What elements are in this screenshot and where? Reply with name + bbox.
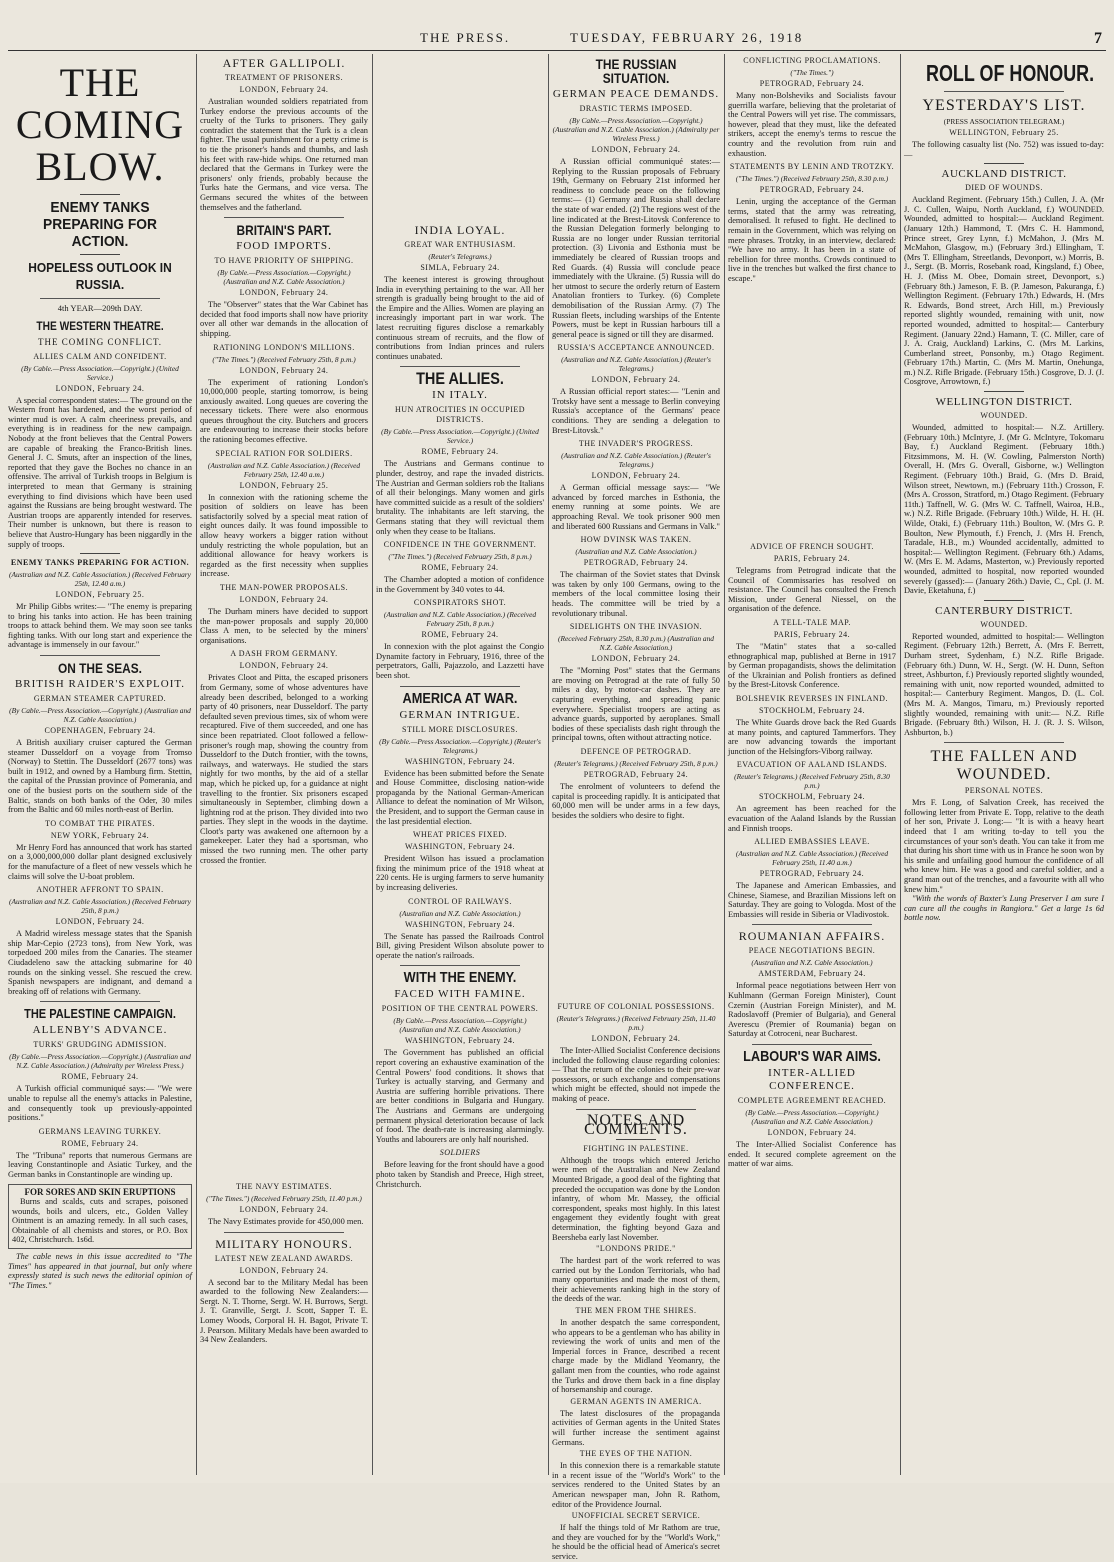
article-headline: CONFLICTING PROCLAMATIONS.	[743, 56, 881, 65]
article-headline: THE MAN-POWER PROPOSALS.	[219, 583, 349, 592]
casualty-category: WOUNDED.	[980, 411, 1028, 421]
column-rule	[900, 54, 901, 1475]
divider	[400, 686, 520, 687]
cable-credit: (Australian and N.Z. Cable Association.)	[751, 958, 873, 968]
footnote: The cable news in this issue accredited to "The Times" has appeared in that journal, but only where expressly stated is such news the editorial opinion of "The Times."	[8, 1252, 192, 1290]
dateline: LONDON, February 24.	[239, 1205, 329, 1214]
article-headline: ENEMY TANKS PREPARING FOR ACTION.	[10, 558, 190, 568]
article-russia-acceptance	[552, 343, 720, 435]
article-subhead: IN ITALY.	[432, 389, 488, 402]
article-subhead: GERMAN INTRIGUE.	[399, 708, 521, 721]
column-rule	[372, 54, 373, 1475]
article-body: A second bar to the Military Medal has been awarded to the following New Zealanders:— Sergt. N. T. Thorne, Sergt. W. H. Burrows, Sergt. J. T. Granville, Sergt. J. Scott, Sapper T. E. Lomey Woods, Corporal H. H. Bagot, Private T. J. Pearson. Military Medals have been awarded to 34 New Zealanders.	[200, 1277, 368, 1345]
article-headline: SIDELIGHTS ON THE INVASION.	[569, 622, 703, 632]
newspaper-title: THE PRESS.	[420, 30, 511, 45]
article-headline: THE PALESTINE CAMPAIGN.	[24, 1006, 176, 1022]
article-wheat-prices	[376, 830, 544, 892]
dateline: PARIS, February 24.	[773, 554, 851, 563]
article-subhead: INTER-ALLIED CONFERENCE.	[768, 1067, 856, 1093]
advertisement	[8, 1184, 192, 1250]
article-spain	[8, 885, 192, 996]
article-body: An agreement has been reached for the evacuation of the Aaland Islands by the Russian and Finnish troops.	[728, 804, 896, 833]
article-headline: TO COMBAT THE PIRATES.	[45, 818, 155, 828]
article-the-allies	[376, 369, 544, 536]
divider	[224, 1232, 344, 1233]
article-palestine	[8, 1007, 192, 1122]
article-headline: GERMANS LEAVING TURKEY.	[38, 1126, 162, 1136]
cable-credit: (Reuter's Telegrams.) (Received February 25th, 8 p.m.)	[554, 758, 718, 768]
advertisement-soldiers	[376, 1148, 544, 1189]
column-rule	[724, 54, 725, 1475]
cable-credit: (Australian and N.Z. Cable Association.) (Reuter's Telegrams.)	[561, 355, 711, 374]
war-year-line: 4th YEAR—209th DAY.	[57, 303, 143, 313]
article-body: The Chamber adopted a motion of confidence in the Government by 340 votes to 44.	[376, 575, 544, 594]
dateline: PETROGRAD, February 24.	[759, 185, 865, 195]
article-headline: SPECIAL RATION FOR SOLDIERS.	[215, 448, 353, 458]
page-number: 7	[1094, 30, 1102, 47]
article-headline: A TELL-TALE MAP.	[773, 617, 851, 627]
article-subhead: THE COMING CONFLICT.	[37, 336, 163, 347]
divider	[80, 553, 120, 554]
dateline: STOCKHOLM, February 24.	[758, 705, 865, 715]
article-body: A German official message says:— "We advanced by forced marches in Esthonia, the enemy running at some points. We are approaching Reval. We took prisoner 900 men and liberated 600 Russians and Germans in Valk."	[552, 483, 720, 531]
article-subhead: PERSONAL NOTES.	[964, 786, 1044, 796]
dateline: WELLINGTON, February 25.	[949, 128, 1059, 137]
dateline: WASHINGTON, February 24.	[404, 1036, 516, 1046]
article-body: The Inter-Allied Socialist Conference decisions included the following clause regarding colonies:— That the return of the colonies to their pre-war possessors, or such exchange and compensations which might be effected, should not impede the making of peace.	[552, 1046, 720, 1103]
article-man-power	[200, 583, 368, 645]
article-body: Although the troops which entered Jericho were men of the Australian and New Zealand Mounted Brigade, a good deal of the fighting that preceded the occupation was done by the London infantry, of whom Mr. Massey, the official correspondent, speaks most highly. In this latest engagement they evidently fought with great determination, the fighting beyond Gaza and Beersheba early last November.	[552, 1155, 720, 1242]
headline-russia: HOPELESS OUTLOOK IN RUSSIA.	[28, 260, 172, 292]
article-headline: INDIA LOYAL.	[414, 223, 506, 237]
article-subhead: GERMAN PEACE DEMANDS.	[552, 88, 720, 100]
article-body: The latest disclosures of the propaganda activities of German agents in the United States will further increase the sentiment against Germans.	[552, 1408, 720, 1447]
article-subhead: GERMAN AGENTS IN AMERICA.	[570, 1396, 702, 1406]
article-body: The Navy Estimates provide for 450,000 men.	[208, 1217, 364, 1226]
divider	[400, 366, 520, 367]
column-3	[376, 54, 544, 1475]
cable-credit: (Australian and N.Z. Cable Association.) (Received February 25th, 12.40 a.m.)	[207, 460, 361, 479]
article-subhead: GREAT WAR ENTHUSIASM.	[404, 240, 516, 249]
casualty-category: WOUNDED.	[980, 619, 1028, 629]
casualty-list: Auckland Regiment. (February 15th.) Cullen, J. A. (Mr J. C. Cullen, Waipu, North Auckland, f.) WOUNDED. Wounded, admitted to hospital:— Auckland Regiment. (January 12th.) Hammond, T. (Mrs C. H. Hammond, Prince street, Grey Lynn, f.) McMahon, J. (Mrs M. McMahon, Glasgow, m.) (February 3rd.) Ellingham, T. (Mrs T. Ellingham, Streetlands, Devonport, w.) Morris, B. J., Sergt. (B. Morris, Rosebank road, Kingsland, f.) Obee, H. J. (Miss M. Obee, Domain street, Devonport, s.) (February 8th.) Jameson, F. B. (P. Jameson, Pakuranga, f.) Wellington Regiment. (February 17th.) Edwards, H. (Mrs R. Edwards, Bond street, Arch Hill, m.) Previously reported slightly wounded, remaining with unit, now reported wounded, admitted to hospital:— Canterbury Regiment. (January 22nd.) Hamann, T. (C. Miller, care of J. A. Craig, Auckland) Larkins, C. (Mrs M. Larkins, Cumberland street, Ponsonby, m.) Otago Regiment. (February 17th.) Martin, C. (Mrs M. Martin, Onehunga, m.) N.Z. Rifle Brigade. (February 15th.) Cosgrove, D. J. (J. Cosgrove, Arrowtown, f.)	[904, 195, 1104, 387]
dateline: LONDON, February 24.	[591, 1034, 681, 1043]
cable-credit: (Australian and N.Z. Cable Association.) (Received February 25th, 8 p.m.)	[383, 610, 537, 629]
article-britain-part	[200, 223, 368, 338]
article-body: A Madrid wireless message states that the Spanish ship Mar-Cepio (2723 tons), from New York, was torpedoed 200 miles from the Canaries. The steamer Ciudadeleno saw the attacking submarine for 40 rounds on the sinking vessel. She rescued the crew. Spanish newspapers are indignant, and demand a breaking off of relations with Germany.	[8, 929, 192, 996]
article-headline: CONSPIRATORS SHOT.	[413, 598, 507, 608]
article-control-railways	[376, 897, 544, 961]
article-headline: ADVICE OF FRENCH SOUGHT.	[750, 542, 874, 551]
article-body: Telegrams from Petrograd indicate that the Council of Commissaries has resolved on resistance. The Council has consulted the French Mission, under General Niessel, on the organisation of the defence.	[728, 566, 896, 614]
column-2-lower	[200, 1180, 368, 1475]
divider	[576, 1109, 696, 1110]
article-headline: A DASH FROM GERMANY.	[230, 649, 338, 659]
cable-credit: (By Cable.—Press Association.—Copyright.) (United Service.)	[21, 363, 179, 382]
roll-of-honour-headline: ROLL OF HONOUR.	[926, 60, 1095, 86]
dateline: LONDON, February 24.	[239, 661, 329, 671]
article-body: The "Observer" states that the War Cabinet has decided that food imports shall now have priority over all other war demands in the allocation of shipping.	[200, 300, 368, 338]
casualty-category: DIED OF WOUNDS.	[965, 183, 1043, 193]
article-body: In another despatch the same correspondent, who appears to be a gentleman who has ability in reviewing the work of units and men of the Imperial forces in France, described a recent charge made by the Midland Yeomanry, the gallant men from the counties, who rode against the Turks and drove them back in a fine display of horsemanship and courage.	[552, 1318, 720, 1395]
article-confidence	[376, 540, 544, 594]
article-subhead: HUN ATROCITIES IN OCCUPIED DISTRICTS.	[394, 405, 526, 425]
cable-credit: (By Cable.—Press Association.—Copyright.) (Australian and N.Z. Cable Association.) (Admiralty per Wireless Press.)	[552, 116, 720, 143]
cable-credit: (By Cable.—Press Association.—Copyright.) (Reuter's Telegrams.)	[379, 736, 541, 755]
article-headline: DEFENCE OF PETROGRAD.	[580, 746, 692, 756]
article-headline: WITH THE ENEMY.	[403, 969, 517, 987]
cable-credit: (Australian and N.Z. Cable Association.) (Reuter's Telegrams.)	[561, 451, 711, 470]
article-navy-estimates	[200, 1182, 368, 1227]
cable-credit: (Australian and N.Z. Cable Association.)	[399, 908, 521, 918]
column-notes-region	[552, 1000, 720, 1561]
article-on-the-seas	[8, 661, 192, 815]
article-headline: AMERICA AT WAR.	[402, 689, 518, 707]
dateline: AMSTERDAM, February 24.	[758, 969, 866, 979]
article-body: In this connexion there is a remarkable statute in a recent issue of the "World's Work" to the services rendered to the United States by an American newspaper man, John R. Rathom, editor of the Providence Journal.	[552, 1461, 720, 1509]
ad-title: FOR SORES AND SKIN ERUPTIONS	[24, 1186, 176, 1197]
article-headline: AFTER GALLIPOLI.	[222, 56, 346, 70]
article-rationing	[200, 343, 368, 445]
dateline: LONDON, February 24.	[591, 375, 681, 385]
dateline: COPENHAGEN, February 24.	[44, 726, 156, 736]
district-heading: AUCKLAND DISTRICT.	[941, 168, 1067, 181]
cable-credit: (By Cable.—Press Association.—Copyright.) (Australian and N.Z. Cable Association.) (Admiralty per Wireless Press.)	[9, 1052, 191, 1071]
article-subhead: FOOD IMPORTS.	[236, 240, 332, 253]
column-roll-of-honour	[904, 54, 1104, 1475]
article-body: Many non-Bolsheviks and Socialists favour guerrilla warfare, believing that the proletariat of the Central Powers will yet rise. The commissars, however, plead that they must, like the defeated strikers, accept the enemy's terms to rescue the country and the revolution from ruin and exhaustion.	[728, 91, 896, 158]
article-subhead: UNOFFICIAL SECRET SERVICE.	[571, 1511, 701, 1521]
article-headline: THE ALLIES.	[416, 369, 504, 389]
article-body: Privates Cloot and Pitta, the escaped prisoners from Germany, some of whose adventures have already been described, belonged to a working party of 40 prisoners, near Dusseldorf. The party defaulted seven previous times, six of whom were recaptured. Five of them succeeded, and one has since been repatriated. Cloot followed a fellow-prisoner's rough map, showing the country from Dusseldorf to the Dutch frontier, with the towns, railways, and waterways. He studied the stars nightly for two months, by the aid of a stellar map, which he picked up, for a guidance at night travelling to the frontier. Six prisoners escaped simultaneously in September, climbing down a lightning rod at the prison. They divided into two parties. They slept in the woods in the daytime. Cloot's party was awakened one afternoon by a gamekeeper. Later they had a sportsman, who missed the two running men. The other party crossed the frontier.	[200, 673, 368, 865]
article-body: Lenin, urging the acceptance of the German terms, stated that the army was retreating, demoralised. It refused to fight. He declined to remain in the Government, which was relying on mere phrases. Trotzky, in an interview, declared: "We have no army. It has been in a state of rebellion for three months. Crowds continued to live in the trenches but walked the first chance to escape."	[728, 197, 896, 283]
yesterdays-list-headline: YESTERDAY'S LIST.	[922, 97, 1086, 114]
article-body: The "Matin" states that a so-called ethnographical map, published at Berne in 1917 by German propagandists, shows the delimitation of the Ukrainian and Polish frontiers as defined by the Brest-Litovsk Conference.	[728, 641, 896, 690]
dateline: SIMLA, February 24.	[420, 263, 500, 272]
article-headline: ANOTHER AFFRONT TO SPAIN.	[36, 885, 164, 895]
article-body: The Government has published an official report covering an exhaustive examination of the Central Powers' food conditions. It shows that Turkey is actually starving, and Germany and Austria are suffering horrible privations. There are better conditions in Bulgaria and Hungary. The Austrians and Germans are undergoing permanent physical deterioration because of lack of food. The death-rate is increasing alarmingly. Youths and labourers are only half nourished.	[376, 1048, 544, 1144]
article-subhead: COMPLETE AGREEMENT REACHED.	[737, 1096, 887, 1106]
dateline: PARIS, February 24.	[773, 629, 851, 639]
article-subhead: FIGHTING IN PALESTINE.	[583, 1143, 689, 1153]
article-subhead: POSITION OF THE CENTRAL POWERS.	[381, 1004, 539, 1014]
dateline: LONDON, February 25.	[55, 590, 145, 600]
dateline: LONDON, February 24.	[591, 145, 681, 154]
divider	[40, 298, 160, 299]
cable-credit: (Australian and N.Z. Cable Association.) (Received February 25th, 11.40 a.m.)	[735, 849, 889, 868]
article-body: The White Guards drove back the Red Guards at many points, and captured Tammerfors. They are now advancing towards the important junction of the Helsingfors-Viborg railway.	[728, 717, 896, 756]
article-colonial-possessions	[552, 1002, 720, 1104]
dateline: WASHINGTON, February 24.	[404, 919, 516, 929]
article-body: The Japanese and American Embassies, and Chinese, Siamese, and Brazilian Missions left on Saturday. They are going to Vologda. Most of the Embassies will reside in Siberia or Vladivostok.	[728, 881, 896, 919]
article-headline: ON THE SEAS.	[58, 660, 142, 677]
article-special-ration	[200, 449, 368, 579]
article-body: The following casualty list (No. 752) was issued to-day:—	[904, 140, 1104, 159]
dateline: LONDON, February 24.	[239, 365, 329, 375]
article-subhead: THE EYES OF THE NATION.	[579, 1449, 693, 1459]
article-subhead: STILL MORE DISCLOSURES.	[402, 724, 518, 734]
article-body: In connexion with the plot against the Congio Dynamite factory in February, 1916, three of the perpetrators, Galli, Pajazzolo, and Lazzetti have been shot.	[376, 642, 544, 681]
article-body: The hardest part of the work referred to was carried out by the London Territorials, who had many opportunities and made the most of them, their achievements ranking high in the story of the deeds of the war.	[552, 1256, 720, 1304]
main-headline: THE COMING BLOW.	[15, 60, 185, 189]
dateline: PETROGRAD, February 24.	[759, 869, 865, 879]
article-headline: HOW DVINSK WAS TAKEN.	[580, 535, 692, 545]
cable-credit: ("The Times.") (Received February 25th, 8 p.m.)	[388, 552, 532, 562]
cable-credit: (Reuter's Telegrams.)	[428, 252, 492, 261]
divider	[80, 254, 120, 255]
cable-credit: (By Cable.—Press Association.—Copyright.) (Australian and N.Z. Cable Association.)	[745, 1108, 879, 1127]
article-body: If half the things told of Mr Rathom are true, and they are vouched for by the "World's Work," he should be the official head of America's secret service.	[552, 1523, 720, 1561]
article-body: The Senate has passed the Railroads Control Bill, giving President Wilson absolute power to operate the nation's railroads.	[376, 931, 544, 960]
dateline: LONDON, February 24.	[767, 1128, 857, 1138]
article-subhead: TO HAVE PRIORITY OF SHIPPING.	[214, 256, 354, 266]
article-body: President Wilson has issued a proclamation fixing the minimum price of the 1918 wheat at 220 cents. He is urging farmers to serve humanity by increasing deliveries.	[376, 854, 544, 892]
ad-body: Burns and scalds, cuts and scrapes, poisoned wounds, boils and ulcers, etc., Golden Valley Ointment is an amazing remedy. In all such cases, Obtainable of all chemists and stores, or P.O. Box 402, Christchurch. 1s6d.	[12, 1197, 188, 1245]
divider	[984, 600, 1024, 601]
article-subhead: PEACE NEGOTIATIONS BEGIN.	[748, 946, 876, 956]
article-india-loyal	[376, 224, 544, 361]
cable-credit: (Received February 25th, 8.30 p.m.) (Australian and N.Z. Cable Association.)	[558, 634, 714, 653]
article-enemy-tanks	[8, 558, 192, 650]
article-body: Mr Henry Ford has announced that work has started on a 3,000,000,000 dollar plant designed exclusively for the manufacture of a fleet of new vessels which he claims will solve the U-boat problem.	[8, 842, 192, 881]
dateline: LONDON, February 25.	[239, 480, 329, 490]
article-headline: THE NAVY ESTIMATES.	[236, 1182, 332, 1191]
article-headline: MILITARY HONOURS.	[215, 1236, 353, 1251]
article-subhead: THE MEN FROM THE SHIRES.	[575, 1306, 697, 1316]
divider	[224, 217, 344, 218]
article-subhead: FACED WITH FAMINE.	[394, 988, 526, 1001]
cable-credit: (PRESS ASSOCIATION TELEGRAM.)	[943, 117, 1065, 126]
article-headline: THE RUSSIAN SITUATION.	[595, 56, 677, 86]
dateline: ROME, February 24.	[421, 630, 499, 640]
article-russian-situation	[552, 57, 720, 339]
article-america-at-war	[376, 689, 544, 827]
dateline: PETROGRAD, February 24.	[583, 558, 689, 568]
article-body: Australian wounded soldiers repatriated from Turkey endorse the previous accounts of the cruelty of the Turks to prisoners. They gaily contradict the statement that the Turk is a clean fighter. The usual punishment for a petty crime is to tie the prisoner's hands and thumbs, and lash his feet with raw-hide whips. One returned man declared that the Germans in Turkey were the prisoners' only friends, probably because the Turks hate the Germans, and vice versa. The Germans secured the whites of the between themselves and the fatherland.	[200, 97, 368, 212]
article-headline: FUTURE OF COLONIAL POSSESSIONS.	[557, 1002, 715, 1011]
article-military-honours	[200, 1238, 368, 1345]
article-body: A Russian official communiqué states:— Replying to the Russian proposals of February 19th, Germany on February 21st informed her readiness to conclude peace on the following terms:— (1) Germany and Russia shall declare the state of war ended. (2) The regions west of the line indicated at the Brest-Litovsk Conference to the Russian Delegation formerly belonging to Russia are no longer under Russian territorial protection. (3) Livonia and Esthonia must be immediately be cleared of Russian troops and Red Guards. (4) Russia will conclude peace immediately with the Ukraine. (5) Russia will do her utmost to secure the orderly return of Eastern Anatolian frontiers to Turkey. (6) Complete demobilisation of the Russian Army. (7) The Russian fleets, including warships of the Entente Powers, must be kept in Russian harbours till a general peace is signed or till they are disarmed.	[552, 157, 720, 339]
article-body: The chairman of the Soviet states that Dvinsk was taken by only 100 Germans, owing to the members of the local committee losing their heads. The committee will be tried by a revolutionary tribunal.	[552, 570, 720, 618]
article-conspirators-shot	[376, 598, 544, 680]
article-headline: WHEAT PRICES FIXED.	[412, 830, 508, 840]
article-pirates	[8, 819, 192, 881]
issue-date: TUESDAY, FEBRUARY 26, 1918	[570, 30, 804, 45]
article-headline: RUSSIA'S ACCEPTANCE ANNOUNCED.	[557, 343, 715, 353]
article-headline: BRITAIN'S PART.	[236, 222, 332, 239]
article-subhead: "LONDONS PRIDE."	[596, 1244, 676, 1254]
column-6-hidden	[728, 54, 896, 1475]
article-body: The "Tribuna" reports that numerous Germans are leaving Constantinople and Asiatic Turkey, and the German banks in Constantinople are winding up.	[8, 1150, 192, 1179]
cable-credit: ("The Times.") (Received February 25th, 11.40 p.m.)	[206, 1194, 362, 1203]
dateline: LONDON, February 24.	[239, 595, 329, 604]
article-with-the-enemy	[376, 971, 544, 1144]
article-invaders-progress	[552, 439, 720, 531]
article-body: The keenest interest is growing throughout India in everything pertaining to the war. All her strength is gradually being brought to the aid of the Empire and the Allies. Women are playing an increasingly important part in war work. The latest recruiting figures disclose a remarkably continuous stream of recruits, and the flow of contributions from Indian princes and rulers continues unabated.	[376, 275, 544, 361]
headline-tanks: ENEMY TANKS PREPARING FOR ACTION.	[43, 199, 157, 250]
article-headline: ALLIED EMBASSIES LEAVE.	[754, 837, 870, 847]
advertisement: "With the words of Baxter's Lung Preserver I am sure I can cure all the coughs in Rangiora." Get a large 1s 6d bottle now.	[904, 894, 1104, 923]
article-gallipoli	[200, 57, 368, 212]
dateline: PETROGRAD, February 24.	[759, 79, 865, 88]
article-headline: LABOUR'S WAR AIMS.	[743, 1048, 881, 1066]
article-body: Evidence has been submitted before the Senate and House Committee, disclosing nation-wide propaganda by the National German-American Alliance to defeat the nomination of Mr Wilson, the President, and to support the German cause in the last presidential election.	[376, 768, 544, 826]
column-rule	[196, 54, 197, 1475]
article-subhead: ALLENBY'S ADVANCE.	[32, 1024, 168, 1037]
cable-credit: (Reuter's Telegrams.) (Received February 25th, 8.30 p.m.)	[734, 772, 890, 791]
cable-credit: (Australian and N.Z. Cable Association.) (Received February 25th, 8 p.m.)	[9, 897, 191, 916]
article-body: Mr Philip Gibbs writes:— "The enemy is preparing to bring his tanks into action. He has been training troops to attack behind them. We may soon see tanks fighting tanks. With our long start and experience the advantage is immensely in our favour."	[8, 602, 192, 650]
article-headline: THE INVADER'S PROGRESS.	[578, 439, 694, 449]
article-body: A British auxiliary cruiser captured the German steamer Dusseldorf on a voyage from Tromso (Norway) to Stettin. The Dusseldorf (2677 tons) was built in 1912, and owned by a Hamburg firm. Stettin, the capital of the Prussian province of Pomerania, and one of the busiest ports on the southern side of the Baltic, stands on both banks of the Oder, 30 miles from the Baltic and 60 miles north-east of Berlin.	[8, 738, 192, 815]
masthead	[420, 30, 1020, 48]
dateline: LONDON, February 24.	[55, 383, 145, 393]
dateline: ROME, February 24.	[61, 1138, 139, 1148]
casualty-list: Wounded, admitted to hospital:— N.Z. Artillery. (February 10th.) McIntyre, J. (Mr G. McIntyre, Tokomaru Bay, f.) Auckland Regiment. (February 18th.) Fitzsimmons, M. H. (W. Cowling, Palmerston North) Overall, H. (Mrs G. Overall, Gisborne, w.) Wellington Regiment. (February 10th.) Braid, G. (Mrs D. Braid, Wilson street, Newtown, m.) (February 11th.) Crosson, F. (Mrs A. Crosson, Stratford, m.) Otago Regiment. (February 11th.) Taffnell, W. G. (Mrs W. C. Taffnell, Wairoa, H.B., w.) N.Z. Rifle Brigade. (February 10th.) Wilde, H. H. (H. Wilde, Otaki, f.) (February 11th.) Boulton, W. (Mrs G. P. Boulton, New Plymouth, f.) French, J. (Mrs H. French, Taradale, H.B., m.) Wounded accidentally, admitted to hospital:— Wellington Regiment. (February 6th.) Adams, W. (Mrs E. M. Adams, Masterton, w.) Previously reported wounded, admitted to hospital, now reported wounded severely (gassed):— (January 26th.) Davie, C., Cpl. (J. M. Davie, Eketahuna, f.)	[904, 423, 1104, 596]
cable-credit: ("The Times.") (Received February 25th, 8 p.m.)	[212, 354, 356, 364]
masthead-rule	[8, 50, 1106, 51]
article-body: The experiment of rationing London's 10,000,000 people, starting tomorrow, is being anxiously awaited. Long queues are covering the necessary tickets. There were also enormous queues throughout the city. Butchers and grocers are endeavouring to increase their stocks before the rationing becomes effective.	[200, 377, 368, 445]
dateline: STOCKHOLM, February 24.	[758, 792, 865, 802]
divider	[944, 742, 1064, 743]
cable-credit: (Australian and N.Z. Cable Association.) (Received February 25th, 12.40 a.m.)	[9, 570, 191, 589]
divider	[616, 1139, 656, 1140]
article-body: A special correspondent states:— The ground on the Western front has hardened, and the worst period of winter mud is over. A calm cheeriness prevails, and everything is in readiness for the new campaign. Nobody at the front believes that the Central Powers are capable of breaking the Franco-British lines. General J. C. Smuts, after an inspection of the lines, reported that they gave the Boches no chance in an offensive. The arrival of Turkish troops in Belgium is interpreted to mean that Germany is straining everything to find divisions which have been used against the Russians are being brought westward. The Austrian troops are apparently intended for reserves. Their number is unknown, but there is reason to believe that Austro-Hungary has been niggardly in the supply of troops.	[8, 395, 192, 549]
ad-title: SOLDIERS	[439, 1148, 481, 1158]
article-headline: EVACUATION OF AALAND ISLANDS.	[736, 760, 888, 770]
cable-credit: (By Cable.—Press Association.—Copyright.) (Australian and N.Z. Cable Association.)	[393, 1016, 527, 1035]
cable-credit: ("The Times.") (Received February 25th, 8.30 p.m.)	[735, 174, 889, 184]
article-dvinsk	[552, 535, 720, 618]
cable-credit: ("The Times.")	[790, 68, 834, 77]
district-heading: CANTERBURY DISTRICT.	[935, 604, 1073, 617]
divider	[40, 1001, 160, 1002]
article-body: Informal peace negotiations between Herr von Kuhlmann (German Foreign Minister), Count Czernin (Austrian Foreign Minister), and M. Radoslavoff (Premier of Bulgaria), and General Averescu (Premier of Roumania) began on Saturday at Cotroceni, near Bucharest.	[728, 981, 896, 1039]
divider	[400, 965, 520, 966]
article-subhead: BRITISH RAIDER'S EXPLOIT.	[14, 678, 186, 691]
article-headline: STATEMENTS BY LENIN AND TROTZKY.	[729, 162, 895, 172]
article-defence-petrograd	[552, 747, 720, 820]
dateline: PETROGRAD, February 24.	[583, 769, 689, 779]
divider	[944, 91, 1064, 92]
article-headline: ROUMANIAN AFFAIRS.	[738, 929, 886, 944]
article-subhead: GERMAN STEAMER CAPTURED.	[33, 694, 167, 704]
article-headline: BOLSHEVIK REVERSES IN FINLAND.	[736, 693, 888, 703]
article-germans-leaving	[8, 1127, 192, 1180]
article-subhead: ALLIES CALM AND CONFIDENT.	[33, 351, 167, 361]
ad-body: Before leaving for the front should have a good photo taken by Standish and Preece, High street, Christchurch.	[376, 1160, 544, 1189]
article-body: In connexion with the rationing scheme the position of soldiers on leave has been satisfactorily solved by a special meat ration of eight ounces daily. It was found impossible to allow heavy workers a bigger ration without unduly restricting the whole population, but an additional allowance for heavy workers is regarded as the first necessity when supplies increase.	[200, 492, 368, 579]
divider	[80, 194, 120, 195]
dateline: LONDON, February 24.	[591, 654, 681, 664]
district-heading: WELLINGTON DISTRICT.	[935, 396, 1073, 409]
article-body: The "Morning Post" states that the Germans are moving on Petrograd at the rate of fully 50 miles a day, by motor-car dashes. They are capturing everything, and spreading panic everywhere. Specialist troopers are acting as advance guards, supported by aeroplanes. Small bodies of these specialists dash right through the principal towns, often without attracting notice.	[552, 666, 720, 743]
article-subhead: DRASTIC TERMS IMPOSED.	[579, 104, 693, 113]
article-subhead: LATEST NEW ZEALAND AWARDS.	[214, 1253, 354, 1263]
notes-comments-headline: NOTES AND COMMENTS.	[584, 1111, 688, 1139]
dateline: NEW YORK, February 24.	[50, 830, 150, 840]
dateline: WASHINGTON, February 24.	[404, 756, 516, 766]
article-dash-from-germany	[200, 649, 368, 865]
article-body: The Durham miners have decided to support the man-power proposals and supply 20,000 Class A men, to be selected by the miners' organisations.	[200, 607, 368, 645]
divider	[984, 163, 1024, 164]
cable-credit: (By Cable.—Press Association.—Copyright.) (United Service.)	[381, 427, 539, 446]
fallen-wounded-headline: THE FALLEN AND WOUNDED.	[930, 748, 1078, 784]
article-body: A Russian official report states:— "Lenin and Trotsky have sent a message to Berlin conveying Russia's acceptance of the Germans' peace conditions. They are sending a delegation to Brest-Litovsk."	[552, 387, 720, 435]
dateline: LONDON, February 24.	[55, 917, 145, 927]
article-body: The Austrians and Germans continue to plunder, destroy, and rape the invaded districts. The Austrian and German soldiers rob the Italians of all their belongings. Many women and girls have committed suicide as a result of the soldiers' brutality. The inhabitants are left starving, the Germans stating that they will revictual them only when they cease to be Italians.	[376, 459, 544, 536]
cable-credit: (By Cable.—Press Association.—Copyright.) (Australian and N.Z. Cable Association.)	[9, 706, 191, 725]
article-western-theatre	[8, 316, 192, 550]
dateline: ROME, February 24.	[421, 563, 499, 573]
dateline: LONDON, February 24.	[591, 471, 681, 481]
column-rule	[548, 54, 549, 1475]
article-sidelights	[552, 622, 720, 743]
article-headline: RATIONING LONDON'S MILLIONS.	[213, 342, 355, 352]
article-subhead: TREATMENT OF PRISONERS.	[224, 73, 344, 82]
dateline: ROME, February 24.	[421, 447, 499, 457]
divider	[40, 655, 160, 656]
article-subhead: TURKS' GRUDGING ADMISSION.	[33, 1040, 167, 1050]
article-headline: CONTROL OF RAILWAYS.	[408, 896, 512, 906]
article-body: The Inter-Allied Socialist Conference has ended. It secured complete agreement on the matter of war aims.	[728, 1140, 896, 1169]
article-headline: CONFIDENCE IN THE GOVERNMENT.	[383, 540, 537, 550]
cable-credit: (By Cable.—Press Association.—Copyright.) (Australian and N.Z. Cable Association.)	[217, 268, 351, 287]
dateline: LONDON, February 24.	[239, 288, 329, 298]
article-headline: THE WESTERN THEATRE.	[36, 318, 164, 333]
article-body: Mrs F. Long, of Salvation Creek, has received the following letter from Private E. Topp, relative to the death of her son, Private J. Long:— "It is with a heavy heart indeed that I am writing to-day to tell you the circumstances of your son's death. You can take it from me that during his short time with us in France he soon won by his smile and unfailing good humour the confidence of all who knew him. He was a good and careful soldier, and a grand man out of the trenches, and a favourite with all who knew him."	[904, 798, 1104, 894]
column-1	[8, 54, 192, 1475]
casualty-list: Reported wounded, admitted to hospital:— Wellington Regiment. (February 12th.) Berrett, A. (Mrs F. Berrett, Durham street, Sydenham, f.) N.Z. Rifle Brigade. (February 6th.) Dunn, W. H., Sergt. (W. H. Dunn, Sefton street, Ashburton, f.) Previously reported slightly wounded, remaining with unit, now reported wounded, admitted to hospital:— Canterbury Regiment. Mangos, D. (L. Col. (Mrs M. A. Mangos, Timaru, m.) Previously reported slightly wounded, remaining with unit:— N.Z. Rifle Brigade. (February 8th.) Wilson, H. J. (R. J. S. Wilson, Ashburton, b.)	[904, 631, 1104, 737]
cable-credit: (Australian and N.Z. Cable Association.)	[575, 547, 697, 557]
dateline: LONDON, February 24.	[239, 1265, 329, 1275]
cable-credit: (Reuter's Telegrams.) (Received February 25th, 11.40 p.m.)	[556, 1014, 716, 1032]
dateline: LONDON, February 24.	[239, 85, 329, 94]
article-body: A Turkish official communiqué says:— "We were unable to repulse all the enemy's attacks in Palestine, and consequently took up previously-appointed positions."	[8, 1084, 192, 1123]
divider	[984, 391, 1024, 392]
dateline: WASHINGTON, February 24.	[404, 842, 516, 852]
dateline: ROME, February 24.	[61, 1072, 139, 1082]
article-body: The enrolment of volunteers to defend the capital is proceeding rapidly. It is anticipated that 60,000 men will be under arms in a few days, besides the soldiers who desire to fight.	[552, 781, 720, 820]
